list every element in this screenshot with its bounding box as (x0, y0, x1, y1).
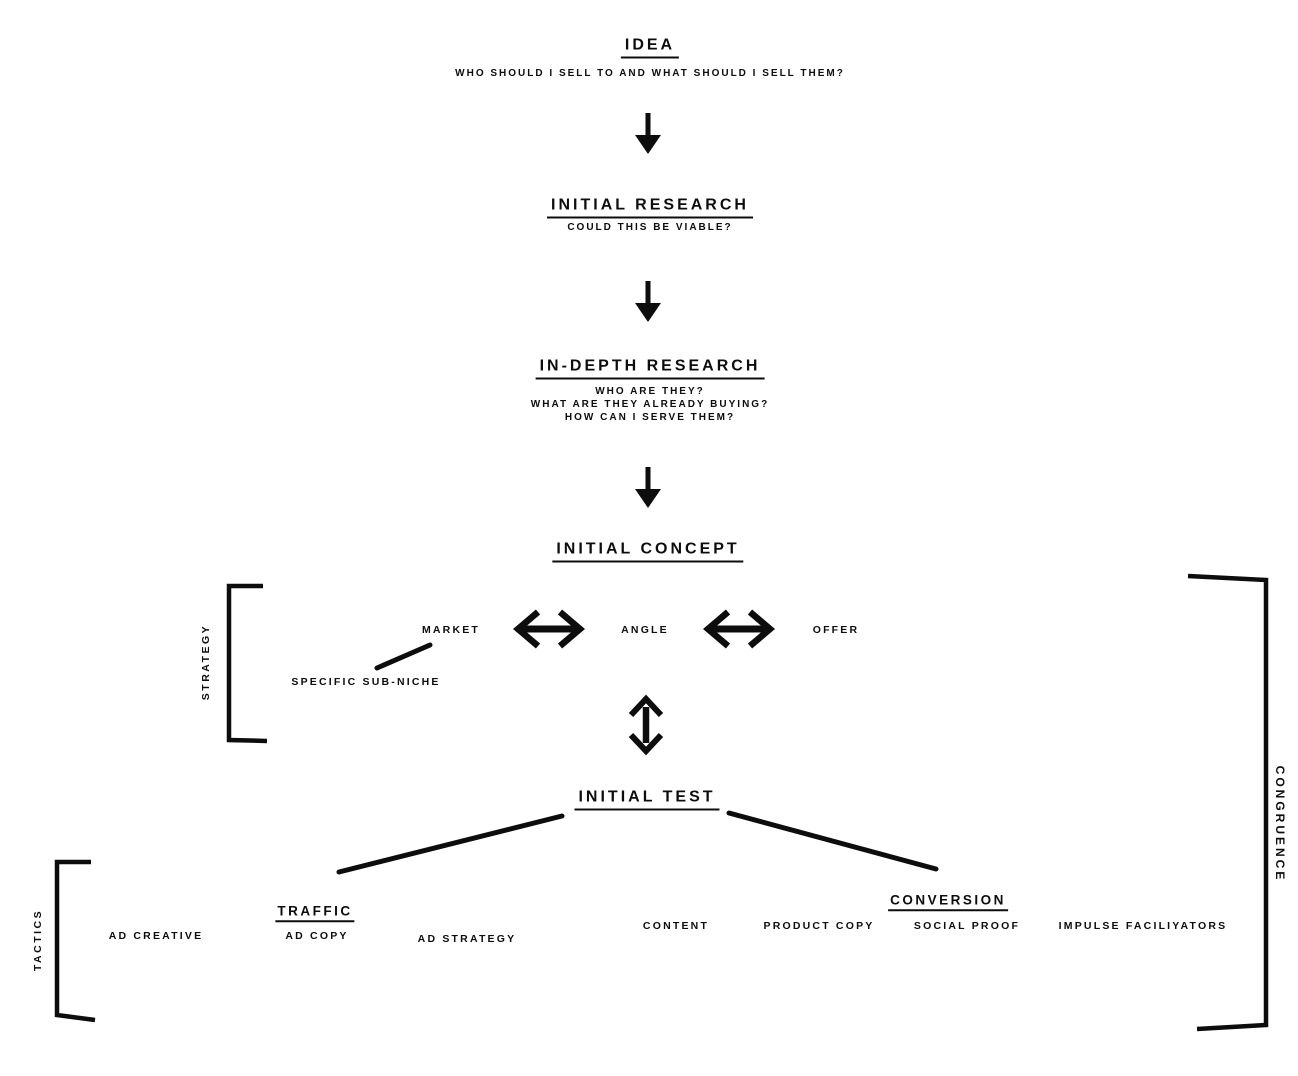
in-depth-question: HOW CAN I SERVE THEM? (564, 412, 736, 423)
social-proof-node: SOCIAL PROOF (913, 919, 1021, 932)
in-depth-question: WHO ARE THEY? (595, 386, 705, 397)
double-arrow-vertical-icon (631, 699, 661, 751)
idea-subtitle: WHO SHOULD I SELL TO AND WHAT SHOULD I SELL THEM? (455, 68, 845, 79)
strategy-label: STRATEGY (199, 623, 212, 701)
congruence-bracket (1188, 576, 1266, 1029)
ad-creative-node: AD CREATIVE (108, 929, 204, 942)
in-depth-question: WHAT ARE THEY ALREADY BUYING? (530, 399, 770, 410)
market-subniche-line (377, 645, 430, 668)
down-arrow-icon (635, 113, 661, 154)
double-arrow-horizontal-icon (518, 612, 580, 646)
ad-copy-node: AD COPY (285, 929, 349, 942)
offer-node: OFFER (812, 623, 860, 636)
initial-research-title: INITIAL RESEARCH (547, 198, 753, 219)
product-copy-node: PRODUCT COPY (763, 919, 875, 932)
strategy-bracket (229, 586, 267, 741)
specific-sub-niche-node: SPECIFIC SUB-NICHE (291, 675, 441, 688)
double-arrow-horizontal-icon (708, 612, 770, 646)
initial-research-subtitle: COULD THIS BE VIABLE? (567, 222, 733, 233)
conversion-title: CONVERSION (888, 893, 1008, 911)
down-arrow-icon (635, 281, 661, 322)
ad-strategy-node: AD STRATEGY (417, 932, 517, 945)
market-node: MARKET (421, 623, 481, 636)
angle-node: ANGLE (621, 623, 669, 636)
down-arrow-icon (635, 467, 661, 508)
congruence-label: CONGRUENCE (1273, 765, 1287, 883)
test-conversion-line (729, 813, 936, 869)
test-traffic-line (339, 816, 562, 872)
initial-concept-title: INITIAL CONCEPT (552, 542, 743, 563)
idea-title: IDEA (621, 38, 679, 59)
tactics-label: TACTICS (31, 908, 44, 972)
initial-test-title: INITIAL TEST (574, 790, 719, 811)
traffic-title: TRAFFIC (275, 904, 354, 922)
content-node: CONTENT (642, 919, 710, 932)
tactics-bracket (57, 862, 95, 1020)
in-depth-research-title: IN-DEPTH RESEARCH (536, 359, 765, 380)
impulse-facilitators-node: IMPULSE FACILIYATORS (1058, 919, 1228, 932)
